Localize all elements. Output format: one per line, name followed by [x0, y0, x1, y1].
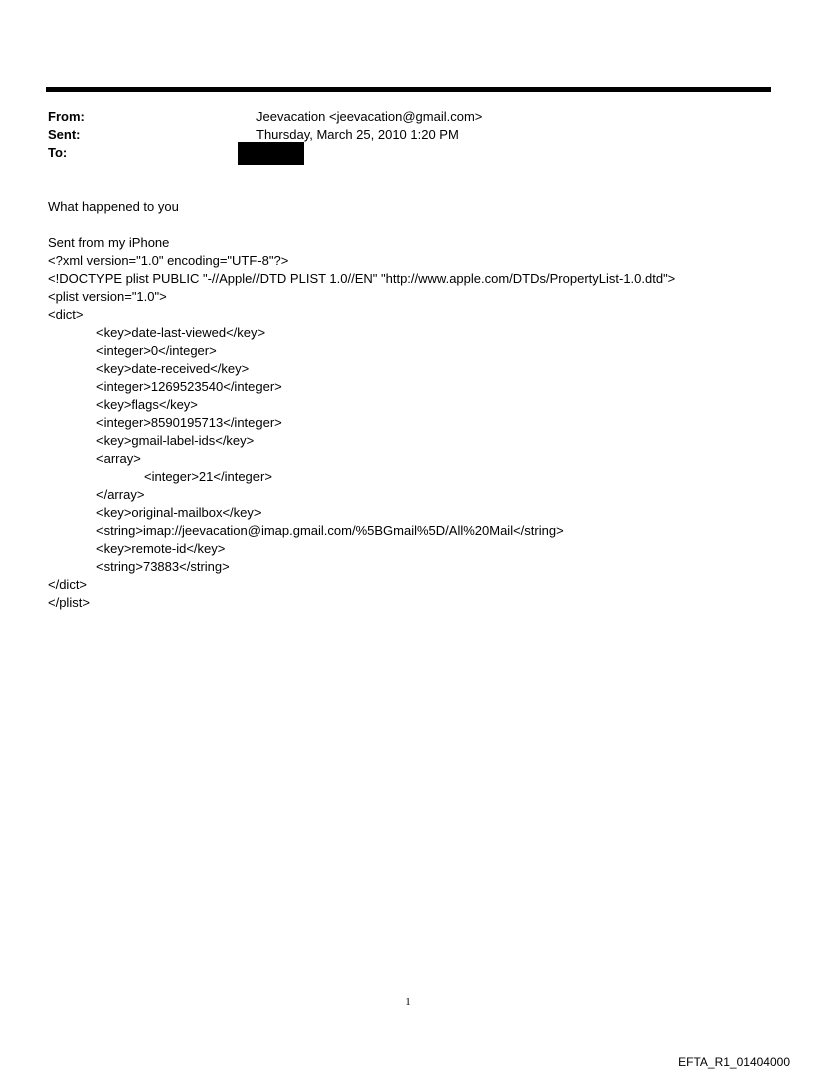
signature-text: Sent from my iPhone [48, 235, 170, 250]
header-rule [46, 87, 771, 92]
plist-line: <key>gmail-label-ids</key> [96, 433, 255, 448]
from-label: From: [48, 109, 85, 124]
plist-line: <string>imap://jeevacation@imap.gmail.com/%5BGmail%5D/All%20Mail</string> [96, 523, 564, 538]
plist-line: <integer>0</integer> [96, 343, 217, 358]
plist-line: <integer>1269523540</integer> [96, 379, 282, 394]
plist-line: </plist> [48, 595, 90, 610]
plist-line: <key>date-last-viewed</key> [96, 325, 266, 340]
document-id: EFTA_R1_01404000 [678, 1055, 790, 1069]
plist-line: <integer>8590195713</integer> [96, 415, 282, 430]
plist-line: <dict> [48, 307, 84, 322]
sent-value: Thursday, March 25, 2010 1:20 PM [256, 127, 459, 142]
plist-line: </dict> [48, 577, 88, 592]
plist-line: <?xml version="1.0" encoding="UTF-8"?> [48, 253, 289, 268]
plist-line: <key>remote-id</key> [96, 541, 226, 556]
plist-line: <!DOCTYPE plist PUBLIC "-//Apple//DTD PLIST 1.0//EN" "http://www.apple.com/DTDs/PropertyList-1.0.dtd"> [48, 271, 676, 286]
plist-line: <string>73883</string> [96, 559, 230, 574]
message-text: What happened to you [48, 199, 179, 214]
plist-line: <key>date-received</key> [96, 361, 250, 376]
plist-line: <plist version="1.0"> [48, 289, 167, 304]
plist-line: <key>flags</key> [96, 397, 198, 412]
plist-line: <integer>21</integer> [144, 469, 272, 484]
plist-line: <array> [96, 451, 141, 466]
plist-line: <key>original-mailbox</key> [96, 505, 262, 520]
sent-label: Sent: [48, 127, 81, 142]
page-number: 1 [405, 996, 411, 1008]
to-redaction-box [238, 142, 304, 165]
plist-line: </array> [96, 487, 145, 502]
from-value: Jeevacation <jeevacation@gmail.com> [256, 109, 483, 124]
to-label: To: [48, 145, 68, 160]
